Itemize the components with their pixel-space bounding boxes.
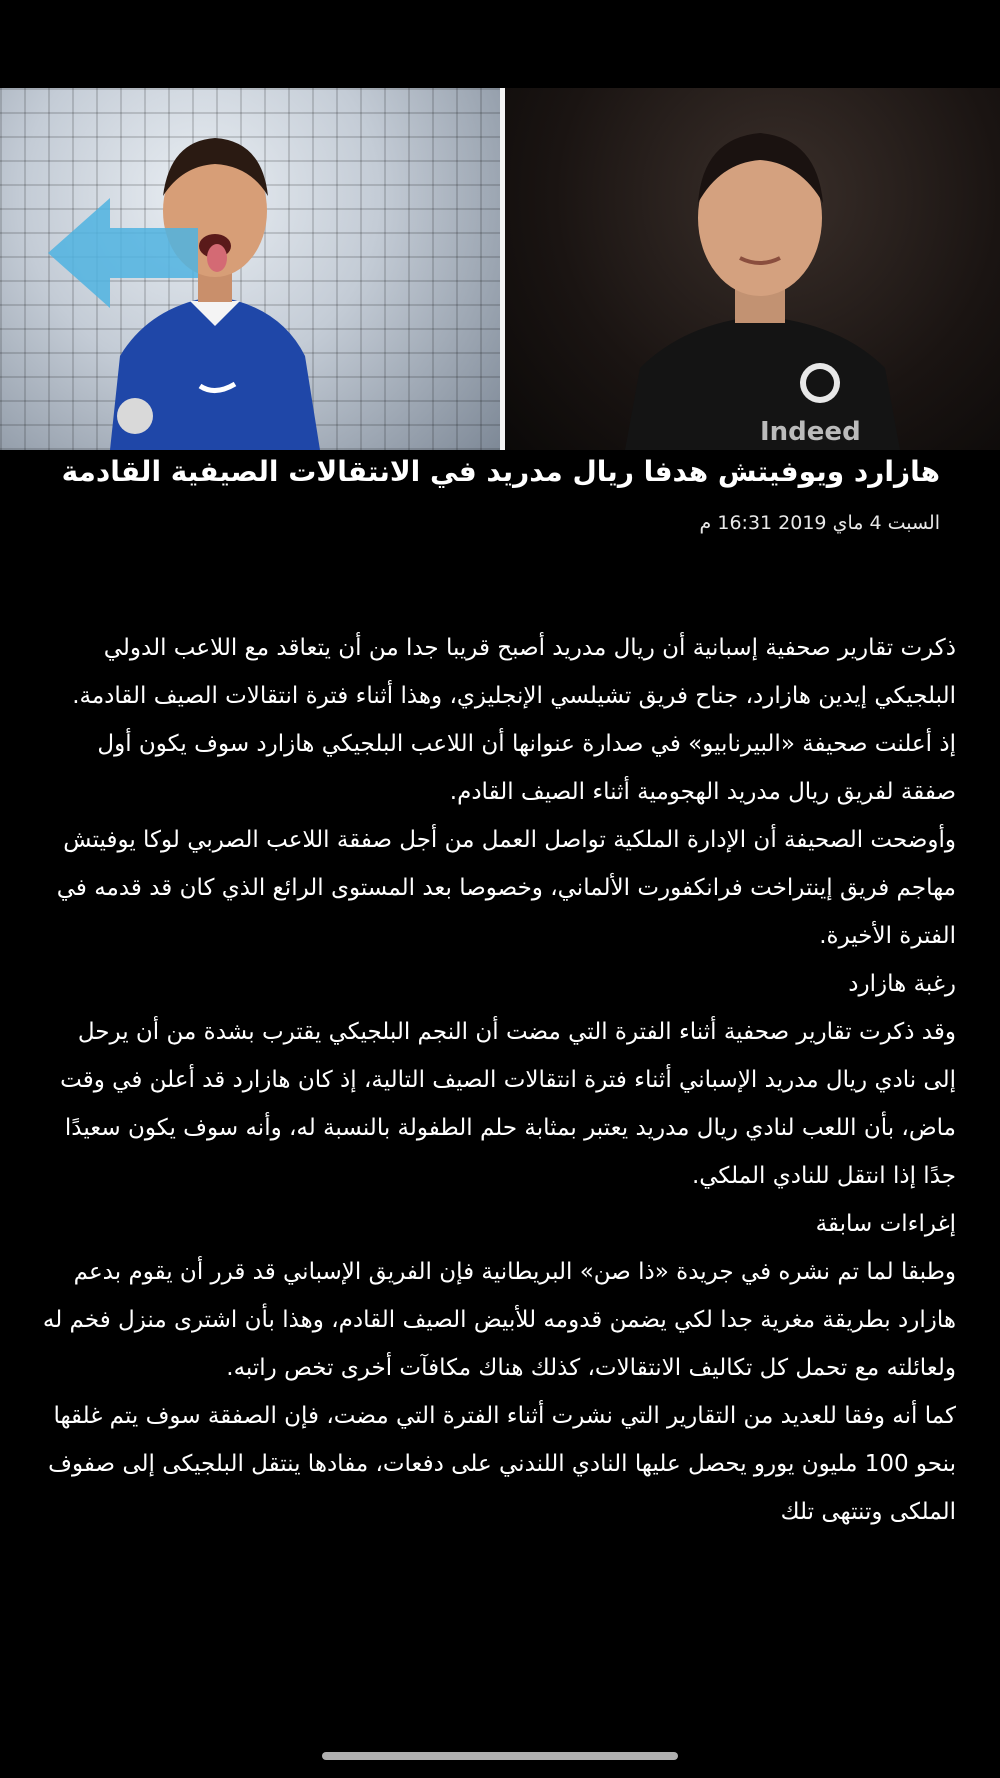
article-paragraph: كما أنه وفقا للعديد من التقارير التي نشرت أثناء الفترة التي مضت، فإن الصفقة سوف يتم غلقها بنحو 100 مليون يورو يحصل عليها النادي اللندني على دفعات، مفادها ينتقل البلجيكى إلى صفوف الملكى وتنتهى تلك [48,1403,956,1525]
article-subheading: رغبة هازارد [848,971,956,997]
article-headline: هازارد ويوفيتش هدفا ريال مدريد في الانتقالات الصيفية القادمة [61,455,940,488]
article-hero-image [0,88,1000,450]
svg-text:Indeed: Indeed [760,417,861,447]
article-content [40,450,960,1536]
article-paragraph: ذكرت تقارير صحفية إسبانية أن ريال مدريد أصبح قريبا جدا من أن يتعاقد مع اللاعب الدولي البلجيكي إيدين هازارد، جناح فريق تشيلسي الإنجليزي، وهذا أثناء فترة انتقالات الصيف القادمة. [72,635,956,709]
article-subheading: إغراءات سابقة [815,1211,956,1237]
hazard-chelsea-photo [0,88,502,450]
article-paragraph: وطبقا لما تم نشره في جريدة «ذا صن» البريطانية فإن الفريق الإسباني قد قرر أن يقوم بدعم هازارد بطريقة مغرية جدا لكي يضمن قدومه للأبيض الصيف القادم، وهذا بأن اشترى منزل فخم له ولعائلته مع تحمل كل تكاليف الانتقالات، كذلك هناك مكافآت أخرى تخص راتبه. [42,1259,956,1381]
arrow-left-icon [48,198,198,308]
article-paragraph: وقد ذكرت تقارير صحفية أثناء الفترة التي مضت أن النجم البلجيكي يقترب بشدة من أن يرحل إلى نادي ريال مدريد الإسباني أثناء فترة انتقالات الصيف التالية، إذ كان هازارد قد أعلن في وقت ماض، بأن اللعب لنادي ريال مدريد يعتبر بمثابة حلم الطفولة بالنسبة له، وأنه سوف يكون سعيدًا جدًا إذا انتقل للنادي الملكي. [60,1019,956,1189]
status-bar-area [0,0,1000,88]
home-indicator-bar[interactable] [322,1752,678,1760]
article-paragraph: إذ أعلنت صحيفة «البيرنابيو» في صدارة عنوانها أن اللاعب البلجيكي هازارد سوف يكون أول صفقة لفريق ريال مدريد الهجومية أثناء الصيف القادم. [97,731,956,805]
player-right-figure [595,118,925,450]
jovic-frankfurt-photo [505,88,1000,450]
article-body [40,624,960,1536]
article-paragraph: وأوضحت الصحيفة أن الإدارة الملكية تواصل العمل من أجل صفقة اللاعب الصربي لوكا يوفيتش مهاجم فريق إينتراخت فرانكفورت الألماني، وخصوصا بعد المستوى الرائع الذي كان قد قدمه في الفترة الأخيرة. [56,827,956,949]
article-date: السبت 4 ماي 2019 16:31 م [699,512,940,534]
